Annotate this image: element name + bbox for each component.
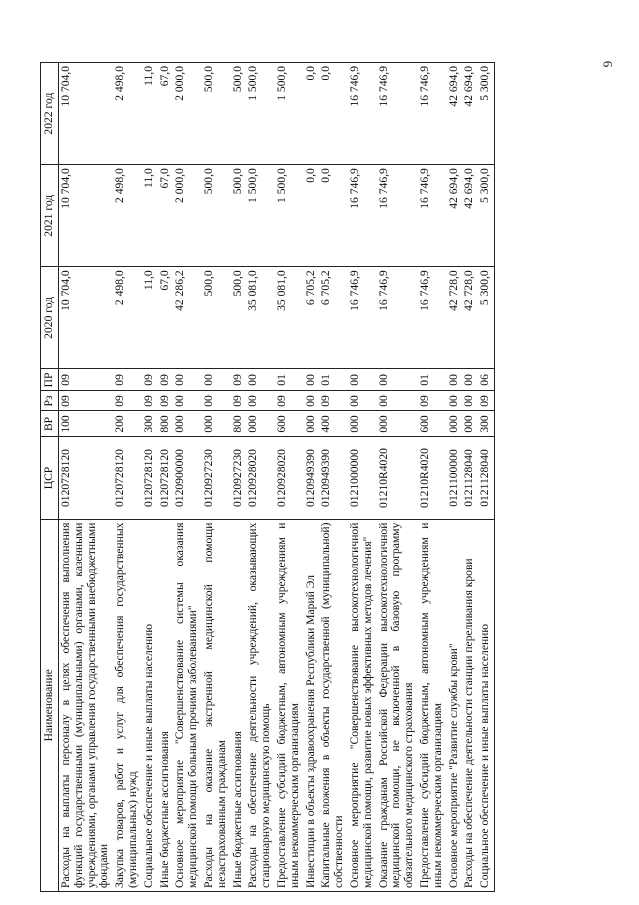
- row-pr: 09: [59, 369, 114, 391]
- row-pr: 00: [462, 369, 478, 391]
- row-value-2021: 1 500,0: [246, 165, 275, 267]
- row-rz: 00: [447, 391, 463, 411]
- row-rz: 00: [202, 391, 231, 411]
- row-value-2021: 2 000,0: [173, 165, 202, 267]
- row-value-2021: 11,0: [142, 165, 158, 267]
- header-pr: ПР: [41, 369, 59, 391]
- row-value-2020: 35 081,0: [275, 267, 304, 369]
- row-value-2022: 16 746,9: [418, 63, 447, 165]
- row-name: Оказание гражданам Российской Федерации высокотехнологичной медицинской помощи, не включенной в базовую программу обязательного медицинского страхования: [377, 519, 418, 891]
- row-name: Социальное обеспечение и иные выплаты населению: [478, 519, 494, 891]
- row-rz: 09: [319, 391, 348, 411]
- row-value-2022: 67,0: [158, 63, 174, 165]
- row-vr: 000: [304, 411, 320, 437]
- row-name: Иные бюджетные ассигнования: [158, 519, 174, 891]
- table-row: [275, 63, 304, 892]
- row-vr: 000: [202, 411, 231, 437]
- row-value-2022: 2 498,0: [113, 63, 142, 165]
- table-row: [173, 63, 202, 892]
- row-value-2021: 67,0: [158, 165, 174, 267]
- row-vr: 600: [275, 411, 304, 437]
- row-value-2020: 2 498,0: [113, 267, 142, 369]
- row-rz: 09: [59, 391, 114, 411]
- row-value-2021: 0,0: [319, 165, 348, 267]
- row-value-2020: 67,0: [158, 267, 174, 369]
- row-vr: 600: [418, 411, 447, 437]
- table-row: [158, 63, 174, 892]
- row-value-2022: 0,0: [319, 63, 348, 165]
- table-row: [319, 63, 348, 892]
- table-row: [478, 63, 494, 892]
- row-vr: 300: [478, 411, 494, 437]
- row-pr: 00: [246, 369, 275, 391]
- header-vr: ВР: [41, 411, 59, 437]
- row-pr: 09: [231, 369, 247, 391]
- row-vr: 300: [142, 411, 158, 437]
- row-pr: 00: [377, 369, 418, 391]
- row-name: Расходы на обеспечение деятельности учреждений, оказывающих стационарную медицинскую помощь: [246, 519, 275, 891]
- row-pr: 09: [158, 369, 174, 391]
- row-value-2022: 500,0: [202, 63, 231, 165]
- row-rz: 00: [377, 391, 418, 411]
- row-csr: 0120927230: [231, 437, 247, 519]
- row-rz: 09: [142, 391, 158, 411]
- row-value-2020: 11,0: [142, 267, 158, 369]
- row-pr: 06: [478, 369, 494, 391]
- row-name: Предоставление субсидий бюджетным, автономным учреждениям и иным некоммерческим организациям: [275, 519, 304, 891]
- row-csr: 0121128040: [462, 437, 478, 519]
- row-value-2020: 42 728,0: [447, 267, 463, 369]
- table-row: [304, 63, 320, 892]
- row-value-2020: 500,0: [231, 267, 247, 369]
- row-value-2022: 0,0: [304, 63, 320, 165]
- row-rz: 09: [418, 391, 447, 411]
- row-vr: 000: [246, 411, 275, 437]
- row-pr: 09: [113, 369, 142, 391]
- row-value-2021: 42 694,0: [447, 165, 463, 267]
- row-name: Расходы на оказание экстренной медицинской помощи незастрахованным гражданам: [202, 519, 231, 891]
- row-csr: 01210R4020: [418, 437, 447, 519]
- row-value-2022: 1 500,0: [275, 63, 304, 165]
- table-row: [142, 63, 158, 892]
- row-name: Основное мероприятие "Совершенствование высокотехнологичной медицинской помощи, развитие новых эффективных методов лечения": [348, 519, 377, 891]
- row-value-2021: 5 300,0: [478, 165, 494, 267]
- table-row: [202, 63, 231, 892]
- header-2021: 2021 год: [41, 165, 59, 267]
- table-row: [59, 63, 114, 892]
- row-vr: 000: [348, 411, 377, 437]
- row-value-2020: 16 746,9: [348, 267, 377, 369]
- header-2022: 2022 год: [41, 63, 59, 165]
- row-name: Инвестиции в объекты здравоохранения Республики Марий Эл: [304, 519, 320, 891]
- page-number: 6: [600, 60, 616, 68]
- row-value-2022: 2 000,0: [173, 63, 202, 165]
- table-row: [246, 63, 275, 892]
- row-value-2021: 42 694,0: [462, 165, 478, 267]
- row-rz: 09: [158, 391, 174, 411]
- row-value-2022: 16 746,9: [348, 63, 377, 165]
- row-value-2022: 11,0: [142, 63, 158, 165]
- header-rz: Рз: [41, 391, 59, 411]
- header-2020: 2020 год: [41, 267, 59, 369]
- table-row: [447, 63, 463, 892]
- row-value-2021: 500,0: [202, 165, 231, 267]
- row-pr: 01: [418, 369, 447, 391]
- row-value-2022: 42 694,0: [462, 63, 478, 165]
- row-value-2022: 500,0: [231, 63, 247, 165]
- row-rz: 09: [113, 391, 142, 411]
- row-name: Социальное обеспечение и иные выплаты населению: [142, 519, 158, 891]
- row-csr: 0121128040: [478, 437, 494, 519]
- row-value-2020: 16 746,9: [377, 267, 418, 369]
- row-csr: 0120728120: [59, 437, 114, 519]
- table-row: [377, 63, 418, 892]
- row-rz: 00: [462, 391, 478, 411]
- row-name: Основное мероприятие "Развитие службы крови": [447, 519, 463, 891]
- row-rz: 00: [348, 391, 377, 411]
- row-value-2020: 16 746,9: [418, 267, 447, 369]
- row-name: Предоставление субсидий бюджетным, автономным учреждениям и иным некоммерческим организациям: [418, 519, 447, 891]
- row-pr: 00: [348, 369, 377, 391]
- row-value-2020: 5 300,0: [478, 267, 494, 369]
- row-pr: 01: [319, 369, 348, 391]
- row-value-2020: 42 728,0: [462, 267, 478, 369]
- header-csr: ЦСР: [41, 437, 59, 519]
- row-rz: 00: [173, 391, 202, 411]
- row-csr: 0120928020: [275, 437, 304, 519]
- row-csr: 0120928020: [246, 437, 275, 519]
- row-rz: 09: [231, 391, 247, 411]
- table-row: [231, 63, 247, 892]
- row-csr: 0120949390: [319, 437, 348, 519]
- row-vr: 000: [377, 411, 418, 437]
- row-value-2020: 500,0: [202, 267, 231, 369]
- row-vr: 000: [173, 411, 202, 437]
- row-vr: 000: [462, 411, 478, 437]
- row-pr: 09: [142, 369, 158, 391]
- row-pr: 00: [202, 369, 231, 391]
- row-rz: 00: [246, 391, 275, 411]
- row-value-2021: 16 746,9: [377, 165, 418, 267]
- row-name: Расходы на выплаты персоналу в целях обеспечения выполнения функций государственными (муниципальными) органами, казенными учреждениями, органами управления государственными внебюджетными фондами: [59, 519, 114, 891]
- row-vr: 800: [231, 411, 247, 437]
- row-value-2022: 16 746,9: [377, 63, 418, 165]
- row-csr: 0121100000: [447, 437, 463, 519]
- row-pr: 00: [447, 369, 463, 391]
- row-value-2022: 42 694,0: [447, 63, 463, 165]
- row-rz: 09: [478, 391, 494, 411]
- row-value-2021: 16 746,9: [348, 165, 377, 267]
- row-csr: 0120900000: [173, 437, 202, 519]
- row-value-2021: 16 746,9: [418, 165, 447, 267]
- row-csr: 0121000000: [348, 437, 377, 519]
- table-body: [59, 63, 495, 892]
- table-row: [462, 63, 478, 892]
- row-csr: 0120728120: [113, 437, 142, 519]
- row-pr: 00: [173, 369, 202, 391]
- table-row: [113, 63, 142, 892]
- row-value-2020: 6 705,2: [304, 267, 320, 369]
- row-name: Расходы на обеспечение деятельности станции переливания крови: [462, 519, 478, 891]
- row-vr: 400: [319, 411, 348, 437]
- header-row: [41, 63, 59, 892]
- row-value-2022: 10 704,0: [59, 63, 114, 165]
- row-vr: 800: [158, 411, 174, 437]
- row-pr: 01: [275, 369, 304, 391]
- row-value-2021: 500,0: [231, 165, 247, 267]
- row-csr: 0120728120: [158, 437, 174, 519]
- row-name: Основное мероприятие "Совершенствование системы оказания медицинской помощи больным прочими заболеваниями": [173, 519, 202, 891]
- row-csr: 0120949390: [304, 437, 320, 519]
- row-csr: 0120927230: [202, 437, 231, 519]
- row-csr: 01210R4020: [377, 437, 418, 519]
- row-value-2021: 10 704,0: [59, 165, 114, 267]
- row-value-2021: 1 500,0: [275, 165, 304, 267]
- row-value-2022: 1 500,0: [246, 63, 275, 165]
- row-rz: 09: [275, 391, 304, 411]
- table-header: [41, 63, 59, 892]
- row-value-2020: 10 704,0: [59, 267, 114, 369]
- row-name: Закупка товаров, работ и услуг для обеспечения государственных (муниципальных) нужд: [113, 519, 142, 891]
- row-value-2021: 2 498,0: [113, 165, 142, 267]
- row-vr: 000: [447, 411, 463, 437]
- row-pr: 00: [304, 369, 320, 391]
- row-value-2020: 35 081,0: [246, 267, 275, 369]
- row-name: Иные бюджетные ассигнования: [231, 519, 247, 891]
- row-name: Капитальные вложения в объекты государственной (муниципальной) собственности: [319, 519, 348, 891]
- row-value-2020: 42 286,2: [173, 267, 202, 369]
- row-value-2021: 0,0: [304, 165, 320, 267]
- rotated-table-container: [40, 62, 600, 892]
- row-csr: 0120728120: [142, 437, 158, 519]
- table-row: [418, 63, 447, 892]
- row-vr: 200: [113, 411, 142, 437]
- row-value-2020: 6 705,2: [319, 267, 348, 369]
- row-rz: 00: [304, 391, 320, 411]
- budget-table: [40, 62, 495, 892]
- header-name: Наименование: [41, 519, 59, 891]
- row-value-2022: 5 300,0: [478, 63, 494, 165]
- row-vr: 100: [59, 411, 114, 437]
- table-row: [348, 63, 377, 892]
